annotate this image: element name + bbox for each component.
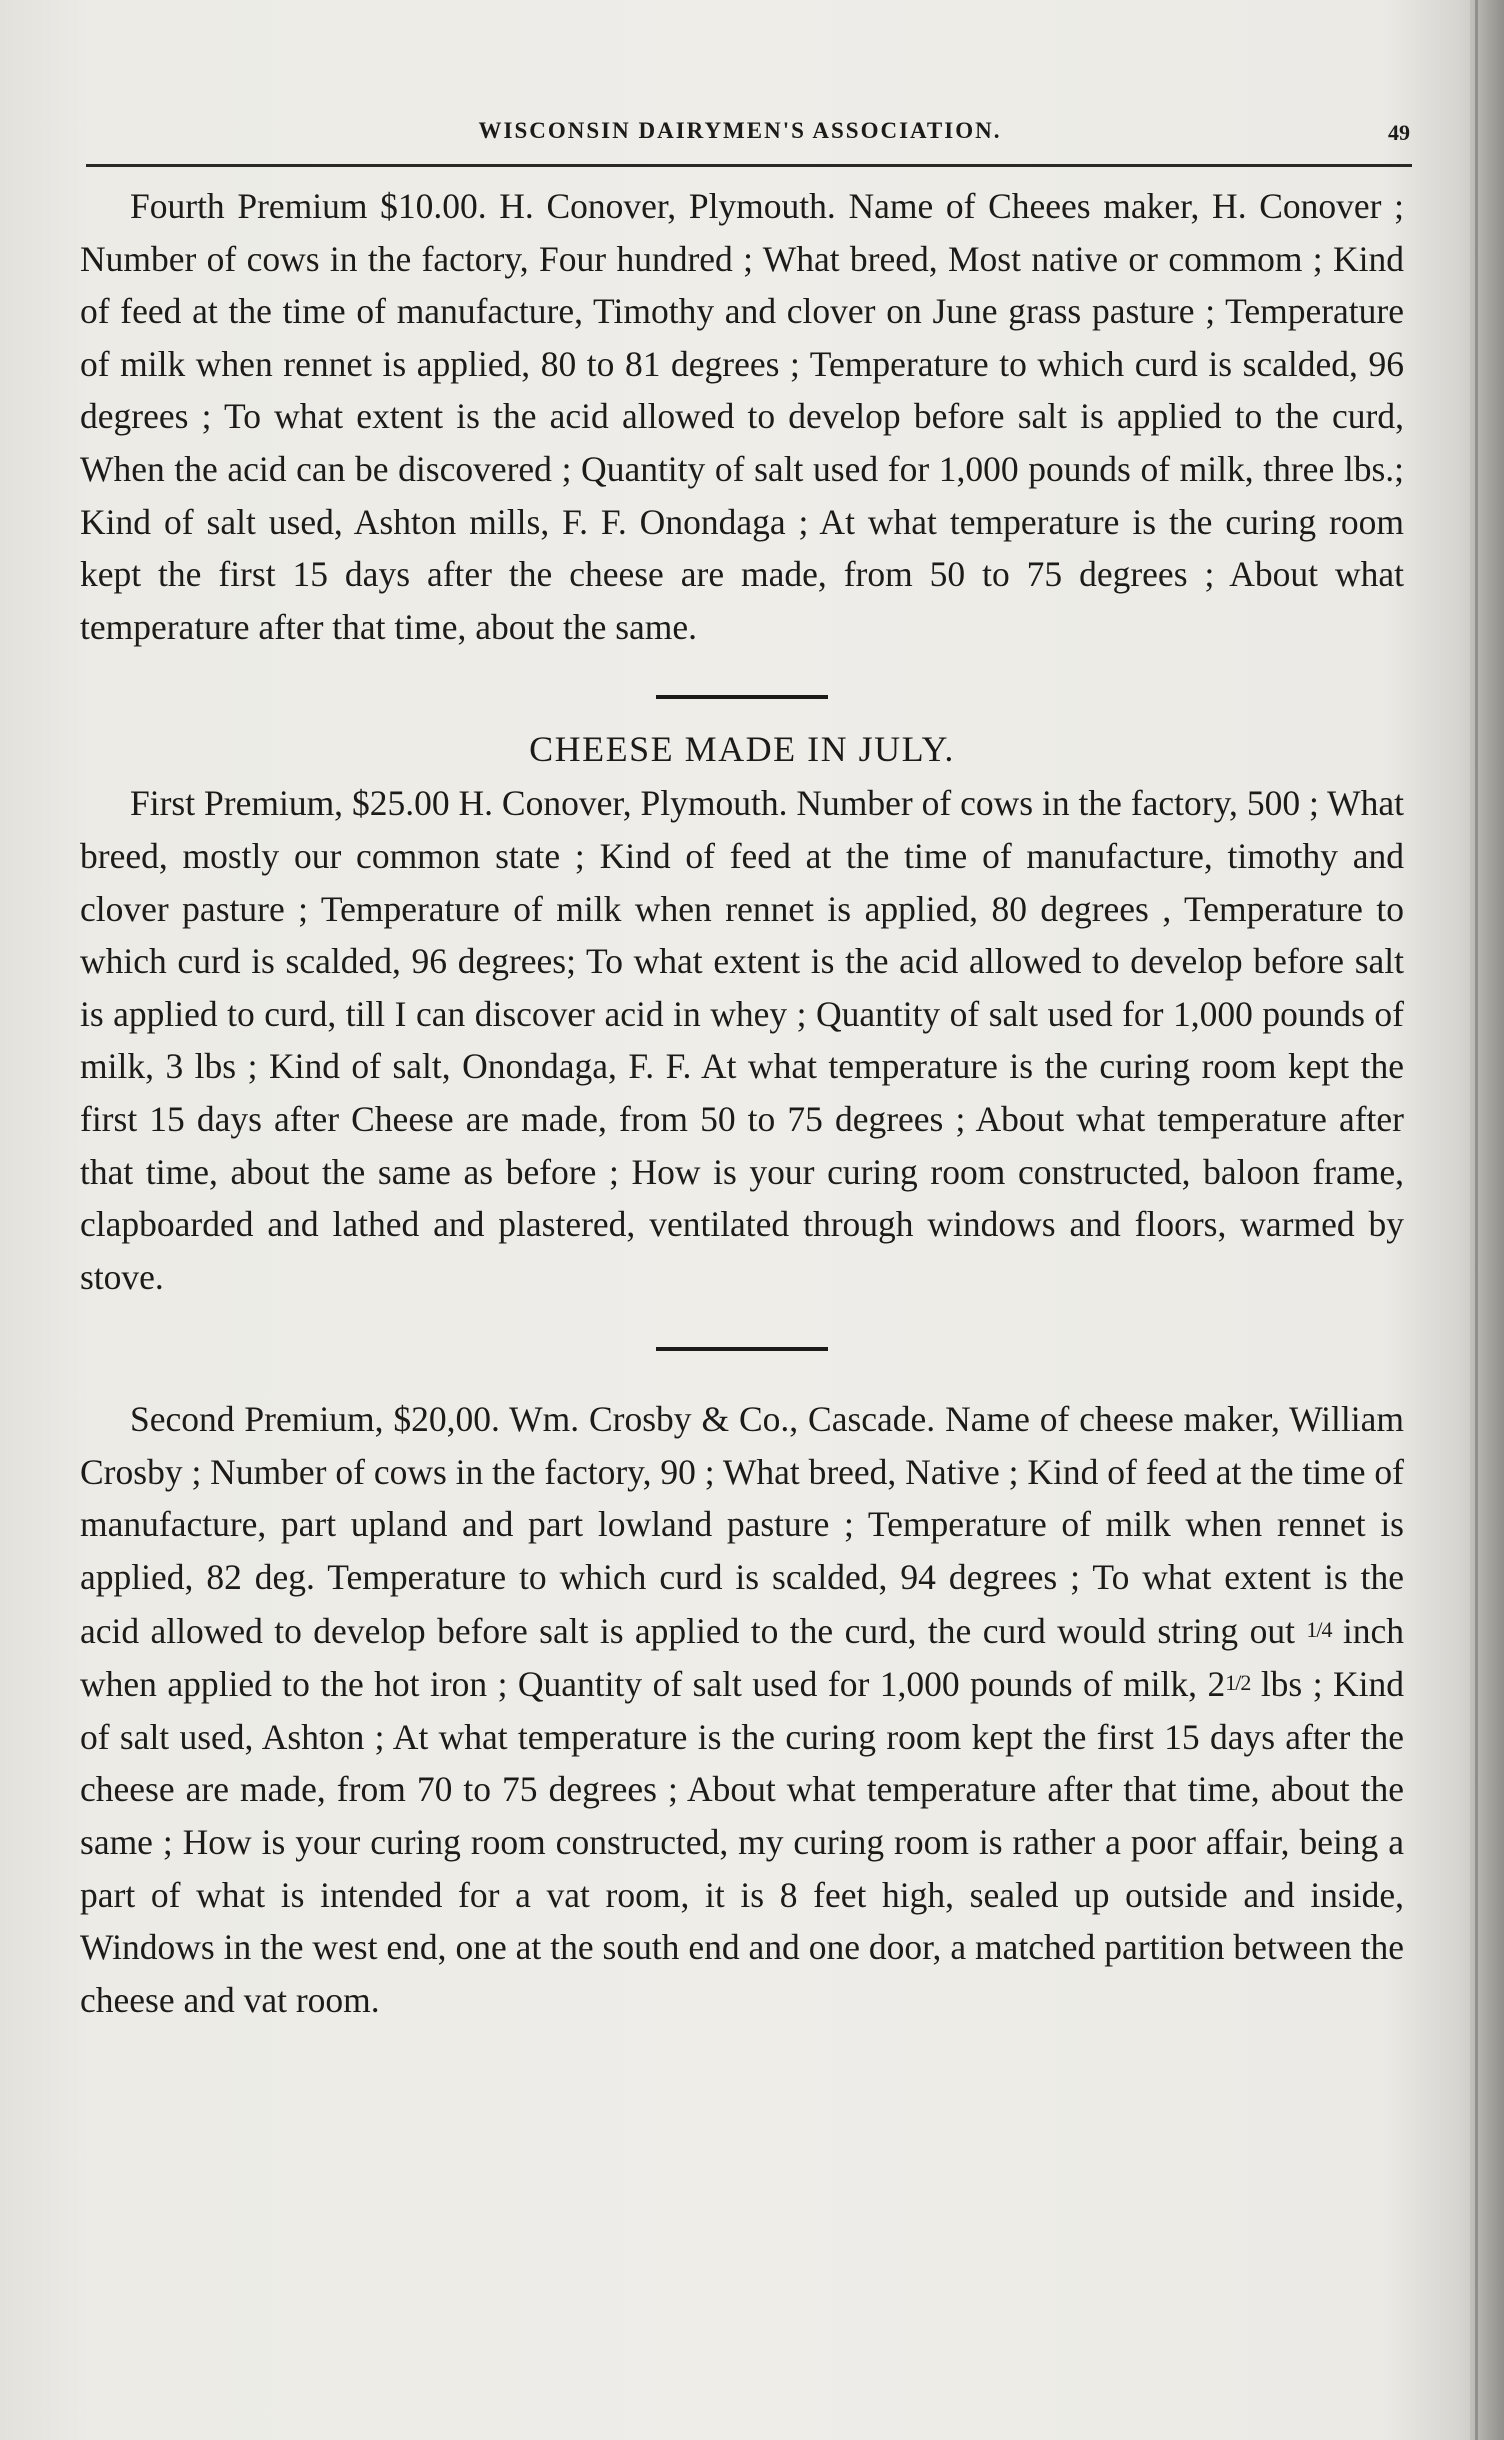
paragraph-text: inch when applied to the hot iron ; Quantity of salt used for 1,000 pounds of milk, 2 — [80, 1610, 1405, 1705]
running-title: WISCONSIN DAIRYMEN'S ASSOCIATION. — [478, 118, 1002, 143]
page-body — [80, 180, 1404, 2026]
page-edge-line — [1475, 0, 1478, 2440]
running-head — [170, 118, 1410, 158]
paragraph-text: Second Premium, $20,00. Wm. Crosby & Co., Cascade. Name of cheese maker, William Crosby ; Number of cows in the factory, 90 ; What breed, Native ; Kind of feed at the time of manufacture, part upland and part lowland pasture ; Temperature of milk when rennet is applied, 82 deg. Temperature to which curd is scalded, 94 degrees ; To what extent is the acid allowed to develop before salt is applied to the curd, the curd would string out — [80, 1399, 1404, 1651]
page-number: 49 — [1388, 120, 1410, 145]
section-divider — [656, 695, 828, 699]
paragraph-second-premium — [80, 1393, 1404, 2026]
fraction: 1/2 — [1225, 1670, 1251, 1696]
section-divider — [656, 1347, 828, 1351]
header-rule — [86, 164, 1412, 167]
paragraph-first-premium: First Premium, $25.00 H. Conover, Plymouth. Number of cows in the factory, 500 ; What breed, mostly our common state ; Kind of feed at the time of manufacture, timothy and clover pasture ; Temperature of milk when rennet is applied, 80 degrees , Temperature to which curd is scalded, 96 degrees; To what extent is the acid allowed to develop before salt is applied to curd, till I can discover acid in whey ; Quantity of salt used for 1,000 pounds of milk, 3 lbs ; Kind of salt, Onondaga, F. F. At what temperature is the curing room kept the first 15 days after Cheese are made, from 50 to 75 degrees ; About what temperature after that time, about the same as before ; How is your curing room constructed, baloon frame, clapboarded and lathed and plastered, ventilated through windows and floors, warmed by stove. — [80, 783, 1404, 1297]
fraction: 1/4 — [1306, 1616, 1332, 1642]
paragraph-fourth-premium: Fourth Premium $10.00. H. Conover, Plymouth. Name of Cheees maker, H. Conover ; Number of cows in the factory, Four hundred ; What breed, Most native or commom ; Kind of feed at the time of manufacture, Timothy and clover on June grass pasture ; Temperature of milk when rennet is applied, 80 to 81 degrees ; Temperature to which curd is scalded, 96 degrees ; To what extent is the acid allowed to develop before salt is applied to the curd, When the acid can be discovered ; Quantity of salt used for 1,000 pounds of milk, three lbs.; Kind of salt used, Ashton mills, F. F. Onondaga ; At what temperature is the curing room kept the first 15 days after the cheese are made, from 50 to 75 degrees ; About what temperature after that time, about the same. — [80, 186, 1404, 647]
section-heading: CHEESE MADE IN JULY. — [529, 729, 955, 770]
paragraph-text: lbs ; Kind of salt used, Ashton ; At what temperature is the curing room kept the first 15 days after the cheese are made, from 70 to 75 degrees ; About what temperature after that time, about the same ; How is your curing room constructed, my curing room is rather a poor affair, being a part of what is intended for a vat room, it is 8 feet high, sealed up outside and inside, Windows in the west end, one at the south end and one door, a matched partition between the cheese and vat room. — [80, 1664, 1404, 2020]
